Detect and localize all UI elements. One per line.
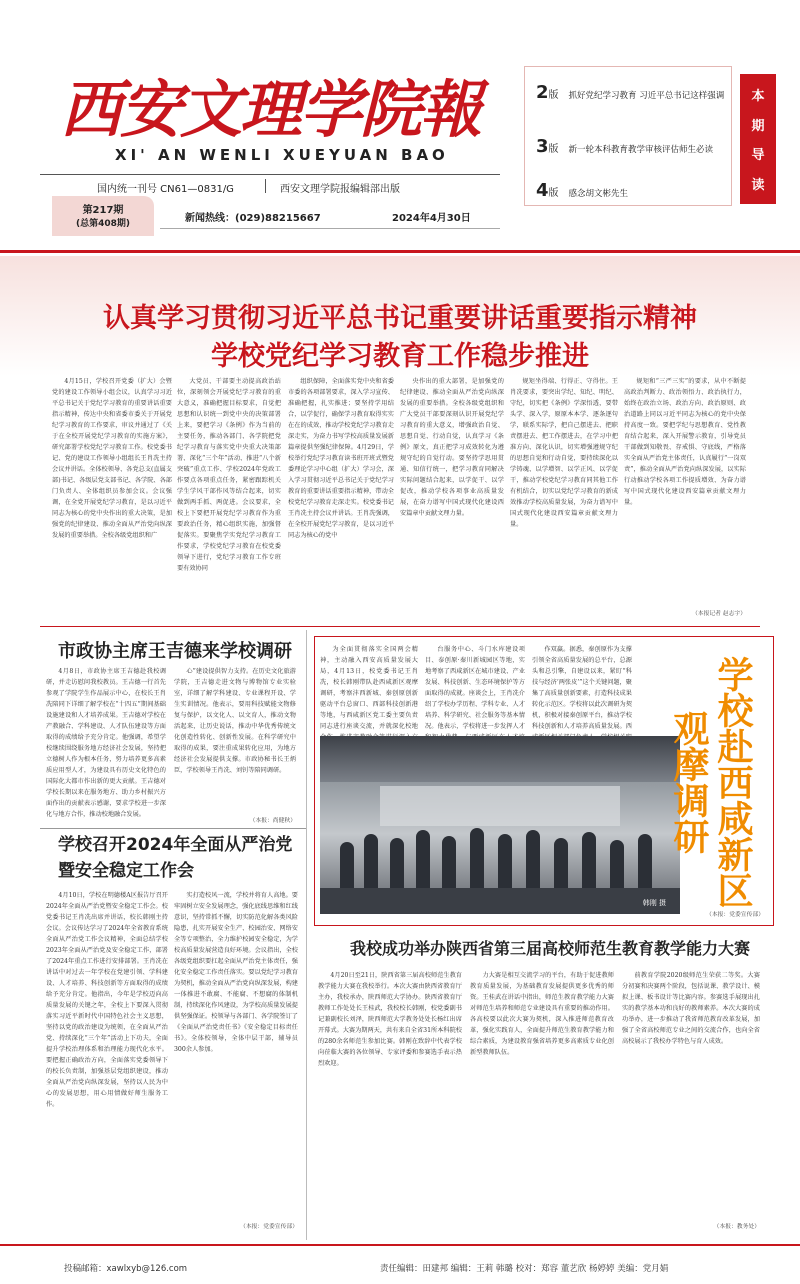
toc-item-2[interactable]: 2版 抓好党纪学习教育 习近平总书记这样强调 bbox=[536, 82, 725, 103]
group-photo bbox=[320, 736, 680, 914]
lead-headline-1: 认真学习贯彻习近平总书记重要讲话重要指示精神 bbox=[103, 303, 697, 334]
toc-item-3-text: 新一轮本科教育教学审核评估师生必读 bbox=[568, 145, 714, 155]
article-3-col-3: 作双赢。据悉，秦创原作为支撑引领全省高质量发展的总平台，总源头和总引擎，自建设以来，紧盯“科技与经济‘两张皮’”这个关键问题，聚集了高质量创新要素，打造科技成果转化示范区。学校将以此次调研为契机，积极对接秦创原平台，推动学校科技创新和人才培养高质量发展。西 bbox=[532, 646, 632, 730]
article-3-signature: （本报：党委宣传部） bbox=[706, 912, 764, 918]
editor-credits: 责任编辑：田建邦 编辑：王莉 韩璐 校对：郑容 董艺欣 杨婷婷 美编：党月娟 bbox=[380, 1264, 669, 1274]
article-1-title: 市政协主席王吉德来学校调研 bbox=[58, 641, 292, 662]
article-4-title: 我校成功举办陕西省第三届高校师范生教育教学能力大赛 bbox=[349, 939, 750, 958]
footer bbox=[0, 1248, 800, 1284]
article-2-col-2: 实打造校风一流，学校并将育人高地。要牢固树立安全发展理念，强化底线思维和红线意识，坚持常抓不懈，切实防范化解各类风险隐患，扎实开展安全生产、校园治安、网络安全等专项整治，全力维护校园安全稳定，为学校高质量发展营造良好环境。会议指出，全校各级党组织要扛起全面从严治党主体责任，强化安全稳定工作责任落实。要以党纪学习教育为契机，推动全面从严治党向纵深发展，构建一体推进不敢腐、不能腐、不想腐的体制机制，持续深化作风建设，为学校高质量发展提供坚强保证。校领导与各部门、各学院签订了《全面从严治党责任书》《安全稳定目标责任书》。全体校领导，全体中层干部，辅导员300余人参加。 bbox=[174, 892, 298, 1053]
toc-item-3[interactable]: 3版 新一轮本科教育教学审核评估师生必读 bbox=[536, 136, 714, 157]
article-2-title: 学校召开2024年全面从严治党暨安全稳定工作会 bbox=[58, 835, 293, 881]
issue-total: (总第408期) bbox=[75, 219, 130, 229]
article-4-signature: （本报：教务处） bbox=[713, 1224, 760, 1230]
issue-date: 2024年4月30日 bbox=[392, 213, 471, 224]
submission-email[interactable]: 投稿邮箱：xawlxyb@126.com bbox=[64, 1264, 188, 1274]
article-3-title: 学校赴西咸新区观摩调研 bbox=[668, 656, 753, 908]
lead-col-4: 央作出的重大部署，是加强党的纪律建设、推动全面从严治党向纵深发展的重要举措。全校各级党组织和广大党员干部要深刻认识开展党纪学习教育的重大意义，增强政治自觉、思想自觉、行动自觉，认真学习《条例》原文，真正把学习成效转化为遵规守纪的自觉行动。要坚持学思用贯通、知信行统一，把学习教育同解决实际问题结合起来，以学促干、以学促改，推动学校各项事业高质量发展，在奋力谱写中国式现代化建设西安篇章中贡献文理力量。 bbox=[400, 378, 504, 517]
article-3-col-2: 台服务中心、斗门水库建设项目、泰创原·秦川新城园区等地，实地考察了西咸新区在城市建设、产业发展、科技创新、生态环境保护等方面取得的成就。座谈会上，王肖冼介绍了学校办学历程、学科专业、人才培养、科学研究、社会服务等基本情况。他表示，学校将进一步发挥人才 bbox=[425, 646, 525, 730]
article-2-signature: （本报：党委宣传部） bbox=[240, 1224, 298, 1230]
lead-col-6: 规矩和“三严三实”的要求，从中不断提高政治判断力、政治领悟力、政治执行力，始终在政治立场、政治方向、政治原则、政治道路上同以习近平同志为核心的党中央保持高度一致。要把学纪与思想教育、党性教育结合起来，深入开展警示教育，引导党员干部做到知敬畏、存戒惧、守底线，严格落实全面从严治党主体责任，认真履行“一岗双责”，推动全面从严治党向纵深发展，以实际行动推动学校各项工作提质增效、为奋力谱写中国式现代化建设西安篇章贡献文理力量。 bbox=[624, 378, 746, 506]
toc-item-4-text: 感念胡文彬先生 bbox=[568, 189, 629, 199]
lead-col-3: 组织保障，全面落实党中央和省委市委的各项部署要求，深入学习宣传、准确把握，扎实推进；要坚持学用结合，以学促行，确保学习教育取得实实在在的成效，推动学校党纪学习教育走深走实，为奋力书写学校高质量发展新篇章提供坚强纪律保障。4月29日，学校举行党纪学习教育读书班开班式暨党委理论学习中心组（扩大）学习会，深入学习贯彻习近平总书记关于党纪学习教育的重要讲话重要指示精神，带动全校党纪学习教育走深走实。校党委书记王肖冼主持会议并讲话。王肖冼强调，在全校开展党纪学习教育，是以习近平同志为核心的党中 bbox=[288, 378, 394, 539]
lead-col-5: 规矩坐得端、行得正、守得住。王肖冼要求，要突出学纪、知纪、明纪、守纪，切实把《条例》学深悟透，要带头学、深入学，原原本本学、逐条逐句学，联系实际学，把自己摆进去、把职责摆进去、把工作摆进去，在学习中把准方向、深化认识，切实增强遵规守纪的思想自觉和行动自觉，要持续深化以学铸魂、以学增智、以学正风、以学促干，推动学校党纪学习教育同其他工作有机结合，切实以党纪学习教育的新成效推动学校高质量发展，为奋力谱写中国式现代化建设西安篇章贡献文理力量。 bbox=[510, 378, 618, 528]
lead-headline-2: 学校党纪学习教育工作稳步推进 bbox=[211, 341, 589, 372]
article-1-signature: （本报：尚健秋） bbox=[249, 818, 296, 824]
publisher-label: 西安文理学院报编辑部出版 bbox=[280, 184, 400, 195]
lead-col-1: 4月15日，学校召开党委（扩大）会暨党的建设工作领导小组会议，认真学习习近平总书记关于党纪学习教育的重要讲话重要指示精神，传达中央和省委市委关于开展党纪学习教育的工作要求，审议并通过了《关于在全校开展党纪学习教育的实施方案》，研究部署学校党纪学习教育工作。校党委书记、党的建设工作领导小组组长王肖冼主持会议并讲话。全体校领导、各党总支(直属支部)书记、各级层党支部书记、各学院、各部门负责人、全体组织员参加会议。会议强调，在全党开展党纪学习教育，是以习近平同志为核心的党中央作出的重大决策，是加强党的纪律建设、推动全面从严治党向纵深发展的重要举措。全校各级党组织和广 bbox=[52, 378, 172, 539]
issn-label: 国内统一刊号 CN61—0831/G bbox=[97, 184, 234, 195]
hotline-label: 新闻热线：(029)88215667 bbox=[185, 213, 321, 224]
issue-number: 第217期 bbox=[82, 205, 124, 216]
article-1-col-2: 心”建设提供智力支持。在历史文化旅游学院，王吉德走进文物与博物馆专业实验室，详细了解学科建设、专业课程开设、学生实训情况。他表示，要用科技赋能文物修复与保护，以文化人、以文育人，推动文物活起来，让历史说话，推动中华优秀传统文化创造性转化、创新性发展。在科学研究中取得的成果，要注重成果转化应用，为地方经济社会发展提供支撑。市政协秘书长王炳臣，学校领导王肖冼、刘钊等陪同调研。 bbox=[174, 668, 296, 774]
article-1-col-1: 4月8日，市政协主席王吉德赴我校调研，并走访慰问我校教员。王吉德一行首先参观了学院学生作品展示中心，在校长王肖冼陪同下详细了解学校在“十四五”期间基础设施建设和人才培养成果。王吉德对学校在产教融合、学科建设、人才队伍建设等方面取得的成绩给予充分肯定。他强调，希望学校继续围绕服务地方经济社会发展，坚持把立德树人作为根本任务，努力培养更多高素质应用型人才，为建设具有历史文化特色的国际化大都市作出新的更大贡献。王吉德对学校长期以来在服务地方、助力乡村振兴方面作出的贡献表示感谢，要求学校进一步深化与地方合作，推动校地融合发展。 bbox=[46, 668, 166, 818]
toc-item-2-text: 抓好党纪学习教育 习近平总书记这样强调 bbox=[568, 91, 725, 101]
article-2-col-1: 4月10日，学校在明德楼A区报告厅召开2024年全面从严治党暨安全稳定工作会。校党委书记王肖冼出席并讲话，校长韩刚主持会议。会议传达学习了2024年全省教育系统全面从严治党工作会议精神，全面总结学校2023年全面从严治党及安全稳定工作，部署了2024年重点工作进行安排部署。王肖冼在讲话中对过去一年学校在党建引领、学科建设、人才培养、科技创新等方面取得的成绩给予充分肯定。他指出，今年是学校迈向高质量发展的关键之年，全校上下要深入贯彻落实习近平新时代中国特色社会主义思想，坚持以党的政治建设为统领，在全面从严治党、持续深化“三个年”活动上下功夫，全面提升学校治理体系和治理能力现代化水平。要把握正确政治方向，全面落实党委领导下的校长负责制，加强基层党组织建设，推动全面从严治党向纵深发展，坚持以人民为中心的发展思想，用心用情做好师生服务工作。 bbox=[46, 892, 168, 1108]
toc-side-tag: 本 期 导 读 bbox=[740, 74, 776, 204]
lead-col-2: 大党员、干部要主动提高政治站位，深刻领会开展党纪学习教育的重大意义，准确把握目标要求，自觉把思想和认识统一到党中央的决策部署上来，要把学习《条例》作为当前的主要任务，推动各部门、各学院把党纪学习教育与落实党中央重大决策部署、深化“三个年”活动、推进“八个新突破”重点工作、学校2024年党政工作要点各项重点任务，紧密跟踪机关学生学风干部作风等结合起来，切实做到两手抓、两促进。会议要求，全校上下要把开展党纪学习教育作为重要政治任务，精心组织实施，加强督促落实。要聚焦学实党纪学习教育工作要求，学校党纪学习教育在校党委领导下进行，党纪学习教育工作专班要有效协同 bbox=[177, 378, 281, 572]
article-4-col-1: 4月20日至21日，陕西省第三届高校师范生教育教学能力大赛在我校举行。本次大赛由陕西省教育厅主办，我校承办，陕西师范大学协办。陕西省教育厅教师工作处处长王桂武，我校校长韩刚，校党委副书记兼副校长刘泽，陕西师范大学教务处处长杨红出席开幕式。大赛为期两天，共有来自全省31所本科院校的280余名师范生参加比赛。韩刚在致辞中代表学校向莅临大赛的各位领导、专家评委和参赛选手表示热烈欢迎。 bbox=[318, 972, 462, 1067]
lead-signature: （本报记者 赵志宇） bbox=[691, 611, 746, 617]
article-3-col-1: 为全面贯彻落实全国两会精神，主动融入西安高质量发展大局，4月13日，校党委书记王肖冼，校长韩刚带队赴西咸新区观摩调研，考察沣西新城、秦创原创新驱动平台总窗口、西部科技创新港等地，与西咸新区党工委主要负责同志进行座谈交流，并就深化校地 bbox=[320, 646, 418, 730]
issue-box bbox=[52, 196, 154, 236]
article-4-col-3: 前教育学院2020级师范生荣获二等奖。大赛分初赛和决赛两个阶段，包括说课、教学设计、模拟上课、板书设计等比赛内容。参赛选手展现出扎实的教学基本功和良好的教师素养。本次大赛的成功举办，进一步推动了我省师范教育改革发展，加强了全省高校师范专业之间的交流合作，也向全省高校展示了我校办学特色与育人成效。 bbox=[622, 972, 760, 1045]
masthead-title: 西安文理学院報 bbox=[60, 73, 481, 146]
photo-caption: 韩刚 摄 bbox=[642, 899, 666, 907]
masthead-pinyin: XI' AN WENLI XUEYUAN BAO bbox=[115, 146, 449, 164]
toc-item-4[interactable]: 4版 感念胡文彬先生 bbox=[536, 180, 629, 201]
article-4-col-2: 力大赛是相互交流学习的平台，有助于促进教师教育质量发展，为基础教育发展提供更多优秀的师资。王桂武在讲话中指出，师范生教育教学能力大赛对师范生培养和师范专业建设具有重要的推动作用。各高校要以此次大赛为契机，深入推进师范教育改革，强化实践育人，全面提升师范生教育教学能力和综合素质，为建设教育强省培养更多高素质专业化创新型教师队伍。 bbox=[470, 972, 614, 1056]
